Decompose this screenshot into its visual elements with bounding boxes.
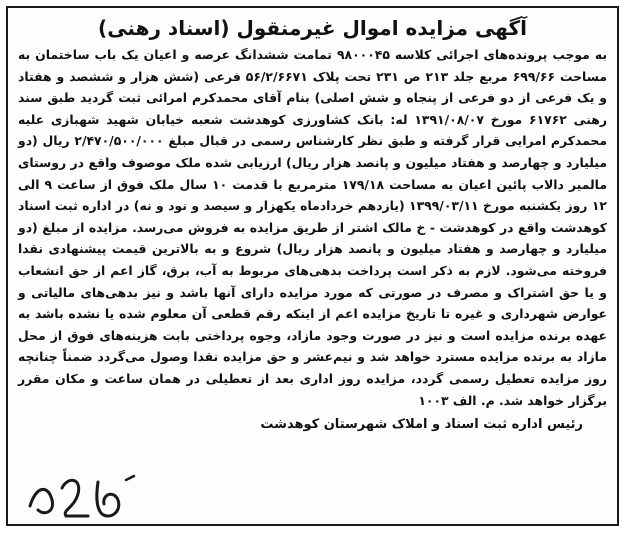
notice-title: آگهی مزایده اموال غیرمنقول (اسناد رهنی) xyxy=(98,16,527,40)
notice-frame xyxy=(6,6,619,526)
handwritten-mark-svg xyxy=(22,466,142,522)
handwritten-mark-icon xyxy=(22,466,142,522)
notice-body: به موجب پرونده‌های اجرائی کلاسه ۹۸۰۰۰۴۵ تمامت ششدانگ عرصه و اعیان یک باب ساختمان به مساحت ۶۹۹/۶۶ مربع جلد ۲۱۳ ص ۲۳۱ تحت پلاک ۵۶/۲/۶۶۷۱ فرعی (شش هزار و ششصد و هفتاد و یک فرعی از دو فرعی از پنجاه و شش اصلی) بنام آقای محمدکرم امرائی ثبت گردید طبق سند رهنی ۶۱۷۶۲ مورخ ۱۳۹۱/۰۸/۰۷ له: بانک کشاورزی کوهدشت شعبه خیابان شهید شهبازی علیه محمدکرم امرایی قرار گرفته و طبق نظر کارشناس رسمی در قبال مبلغ ۲/۴۷۰/۵۰۰/۰۰۰ ریال (دو میلیارد و چهارصد و هفتاد میلیون و پانصد هزار ریال) ارزیابی شده ملک موصوف واقع در روستای مالمیر دالاب پائین اعیان به مساحت ۱۷۹/۱۸ مترمربع با قدمت ۱۰ سال ملک فوق از ساعت ۹ الی ۱۲ روز یکشنبه مورخ ۱۳۹۹/۰۳/۱۱ (یازدهم خردادماه یکهزار و سیصد و نود و نه) در اداره ثبت اسناد کوهدشت واقع در کوهدشت - خ مالک اشتر از طریق مزایده به فروش می‌رسد. مزایده از مبلغ (دو میلیارد و چهارصد و هفتاد میلیون و پانصد هزار ریال) شروع و به بالاترین قیمت پیشنهادی نقدا فروخته می‌شود. لازم به ذکر است پرداخت بدهی‌های مربوط به آب، برق، گاز اعم از حق انشعاب و یا حق اشتراک و مصرف در صورتی که مورد مزایده دارای آنها باشد و نیز بدهی‌های مالیاتی و عوارض شهرداری و غیره تا تاریخ مزایده اعم از اینکه رقم قطعی آن معلوم شده یا نشده باشد به عهده برنده مزایده است و نیز در صورت وجود مازاد، وجوه پرداختی بابت هزینه‌های فوق از محل مازاد به برنده مزایده مسترد خواهد شد و نیم‌عشر و حق مزایده نقدا وصول می‌گردد ضمناً چنانچه روز مزایده تعطیل رسمی گردد، مزایده روز اداری بعد از تعطیلی در همان ساعت و مکان مقرر برگزار خواهد شد. م. الف ۱۰۰۳ xyxy=(18,47,607,408)
notice-signature: رئیس اداره ثبت اسناد و املاک شهرستان کوهدشت xyxy=(260,417,583,433)
